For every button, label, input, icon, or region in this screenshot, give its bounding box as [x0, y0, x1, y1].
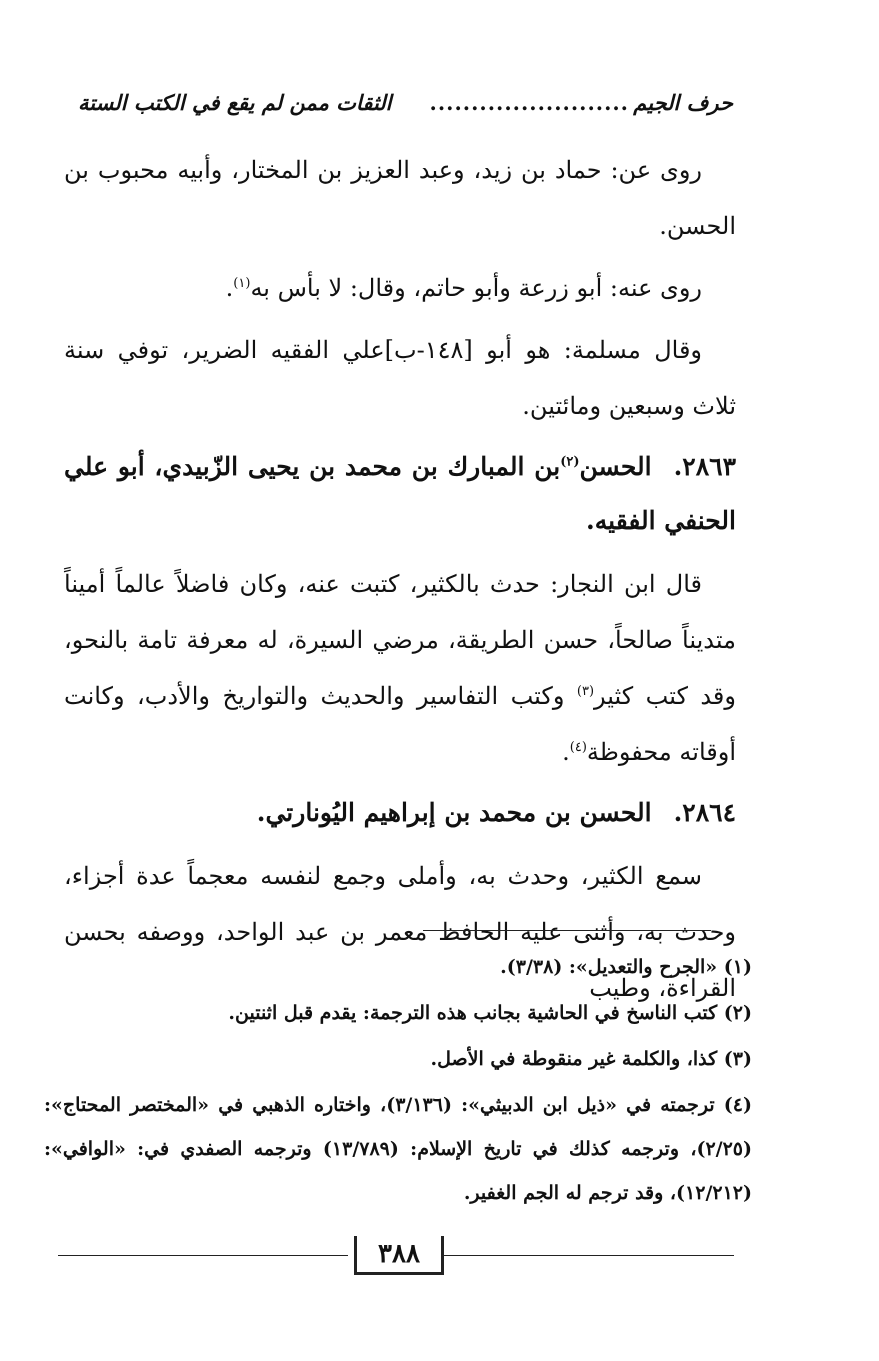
- footnote-1: (١) «الجرح والتعديل»: (٣/٣٨).: [500, 956, 752, 978]
- entry-2864: [64, 786, 736, 840]
- page-footer: [58, 1236, 734, 1280]
- entry-name: الحسن: [579, 452, 652, 481]
- page-number: ٣٨٨: [354, 1236, 444, 1275]
- paragraph-text: قال ابن النجار: حدث بالكثير، كتبت عنه، وكان فاضلاً عالماً أميناً متديناً صالحاً، حسن الطريقة، مرضي السيرة، له معرفة تامة بالنحو، وقد كتب كثير: [64, 570, 736, 710]
- main-text: [64, 142, 736, 1022]
- footnote-2: (٢) كتب الناسخ في الحاشية بجانب هذه الترجمة: يقدم قبل اثنتين.: [228, 1002, 752, 1024]
- entry-number: ٢٨٦٤.: [673, 798, 736, 827]
- paragraph-heard-much: سمع الكثير، وحدث به، وأملى وجمع لنفسه معجماً عدة أجزاء، وحدث به، وأثنى عليه الحافظ معمر بن عبد الواحد، ووصفه بحسن القراءة، وطيب: [64, 862, 736, 1002]
- footnote-marker: (١): [233, 276, 251, 291]
- footer-rule-left: [58, 1255, 348, 1256]
- footer-rule-right: [442, 1255, 734, 1256]
- entry-name-rest: بن المبارك بن محمد بن يحيى الزّبيدي، أبو علي الحنفي الفقيه.: [64, 452, 736, 535]
- footnote-marker: (٢): [560, 454, 580, 470]
- footnote-marker: (٣): [576, 684, 595, 699]
- paragraph-ibn-najjar: [64, 556, 736, 780]
- punctuation: .: [562, 738, 570, 766]
- punctuation: .: [225, 274, 234, 302]
- footnote-3: (٣) كذا، والكلمة غير منقوطة في الأصل.: [430, 1048, 752, 1070]
- footnote-divider: [423, 930, 711, 931]
- paragraph-narrated-from: روى عن: حماد بن زيد، وعبد العزيز بن المختار، وأبيه محبوب بن الحسن.: [64, 156, 736, 240]
- entry-number: ٢٨٦٣.: [673, 452, 736, 481]
- paragraph-text: روى عنه: أبو زرعة وأبو حاتم، وقال: لا بأس به: [250, 274, 702, 302]
- footnotes: [44, 945, 752, 1217]
- chapter-title: حرف الجيم: [633, 90, 733, 115]
- entry-name: الحسن بن محمد بن إبراهيم اليُونارتي.: [256, 798, 652, 827]
- running-header: [78, 82, 733, 122]
- paragraph-narrated-by: [64, 260, 736, 316]
- book-title: الثقات ممن لم يقع في الكتب الستة: [78, 90, 392, 115]
- paragraph-text: وكتب التفاسير والحديث والتواريخ والأدب، وكانت أوقاته محفوظة: [64, 682, 736, 766]
- header-dots: ........................: [429, 90, 629, 115]
- paragraph-maslama: وقال مسلمة: هو أبو [١٤٨-ب]علي الفقيه الضرير، توفي سنة ثلاث وسبعين ومائتين.: [64, 336, 736, 420]
- entry-2863: [64, 440, 736, 548]
- footnote-4: (٤) ترجمته في «ذيل ابن الدبيثي»: (٣/١٣٦)، واختاره الذهبي في «المختصر المحتاج»: (٢/٢٥)، وترجمه كذلك في تاريخ الإسلام: (١٣/٧٨٩) وترجمه الصفدي في: «الوافي»: (١٢/٢١٢)، وقد ترجم له الجم الغفير.: [44, 1094, 753, 1204]
- footnote-marker: (٤): [569, 740, 587, 755]
